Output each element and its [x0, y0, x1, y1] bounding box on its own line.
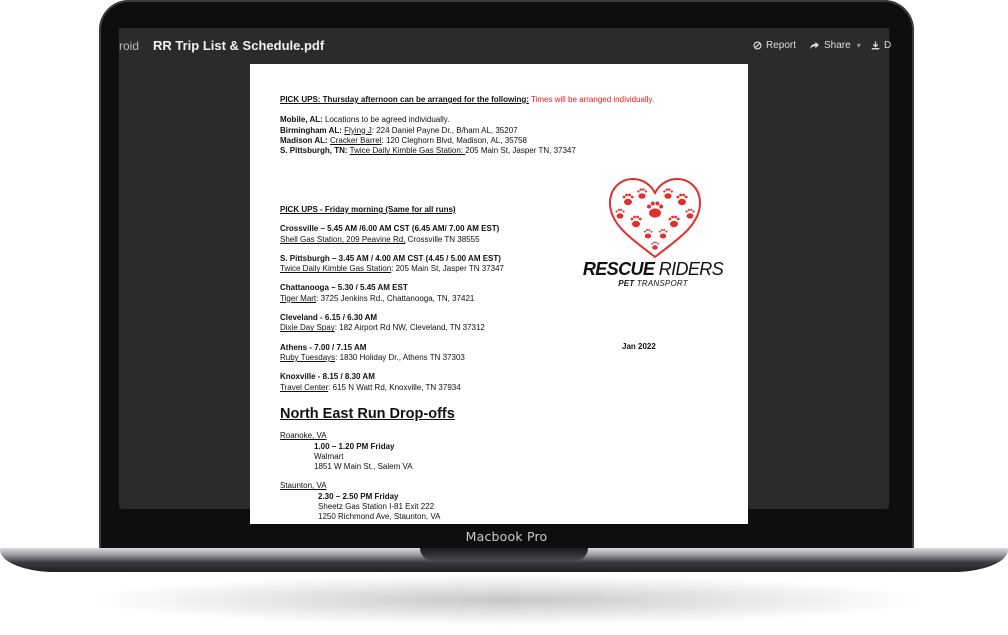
laptop-shadow: [90, 575, 920, 625]
pickup-line: Mobile, AL: Locations to be agreed individually.: [280, 115, 450, 125]
download-label: D: [884, 40, 892, 51]
chevron-down-icon: ▾: [856, 41, 861, 50]
pickup-stop: Athens - 7.00 / 7.15 AM Ruby Tuesdays: 1830 Holiday Dr., Athens TN 37303: [280, 342, 465, 362]
pickup-stop: Crossville – 5.45 AM /6.00 AM CST (6.45 AM/ 7.00 AM EST) Shell Gas Station, 209 Peavine Rd, Crossville TN 38555: [280, 224, 500, 244]
pickup-line: Madison AL: Cracker Barrel: 120 Cleghorn Blvd, Madison, AL, 35758: [280, 135, 527, 145]
ban-icon: [753, 41, 762, 50]
download-icon: [871, 41, 880, 50]
share-label: Share: [824, 40, 851, 51]
thursday-heading: PICK UPS: Thursday afternoon can be arranged for the following:: [280, 95, 529, 104]
pickup-line: S. Pittsburgh, TN: Twice Daily Kimble Gas Station: 205 Main St, Jasper TN, 37347: [280, 146, 576, 156]
pdf-page[interactable]: [250, 64, 748, 524]
thursday-note: Times will be arranged individually.: [531, 95, 655, 104]
laptop-screen: [119, 28, 892, 522]
share-arrow-icon: [809, 41, 820, 50]
pickup-line: Birmingham AL: Flying J: 224 Daniel Payne Dr., B/ham AL, 35207: [280, 125, 518, 135]
pickup-stop: Cleveland - 6.15 / 6.30 AM Dixie Day Spay: 182 Airport Rd NW, Cleveland, TN 37312: [280, 313, 485, 333]
device-model-label: Macbook Pro: [465, 529, 548, 544]
document-title: RR Trip List & Schedule.pdf: [153, 38, 325, 53]
logo-title: RESCUE RIDERS: [582, 259, 724, 279]
laptop-hinge-notch: [420, 548, 588, 561]
report-button[interactable]: [753, 40, 796, 51]
dropoff-entry: Staunton, VA 2.30 – 2.50 PM Friday Sheetz Gas Station I-81 Exit 222 1250 Richmond Ave, Staunton, VA: [280, 481, 441, 522]
pickup-stop: Chattanooga – 5.30 / 5.45 AM EST Tiger Mart: 3725 Jenkins Rd., Chattanooga, TN, 37421: [280, 283, 475, 303]
friday-heading: PICK UPS - Friday morning (Same for all runs): [280, 205, 456, 214]
viewer-toolbar: [119, 28, 892, 64]
pickup-stop: Knoxville - 8.15 / 8.30 AM Travel Center: 615 N Watt Rd, Knoxville, TN 37934: [280, 372, 461, 392]
northeast-section: [280, 406, 728, 523]
logo-subtitle: PET TRANSPORT: [618, 279, 688, 288]
friday-pickup-section: [280, 205, 558, 393]
dropoff-entry: Roanoke, VA 1.00 – 1.20 PM Friday Walmart 1851 W Main St., Salem VA: [280, 431, 413, 472]
pickup-stop: S. Pittsburgh – 3.45 AM / 4.00 AM CST (4.45 / 5.00 AM EST) Twice Daily Kimble Gas Station: 205 Main St, Jasper TN 37347: [280, 253, 504, 274]
document-date: Jan 2022: [622, 342, 656, 351]
report-label: Report: [766, 40, 797, 51]
thursday-pickup-section: [280, 95, 728, 156]
share-button[interactable]: [809, 40, 861, 51]
app-brand: roid: [119, 39, 140, 53]
download-button[interactable]: [871, 40, 891, 51]
northeast-heading: North East Run Drop-offs: [280, 406, 455, 422]
